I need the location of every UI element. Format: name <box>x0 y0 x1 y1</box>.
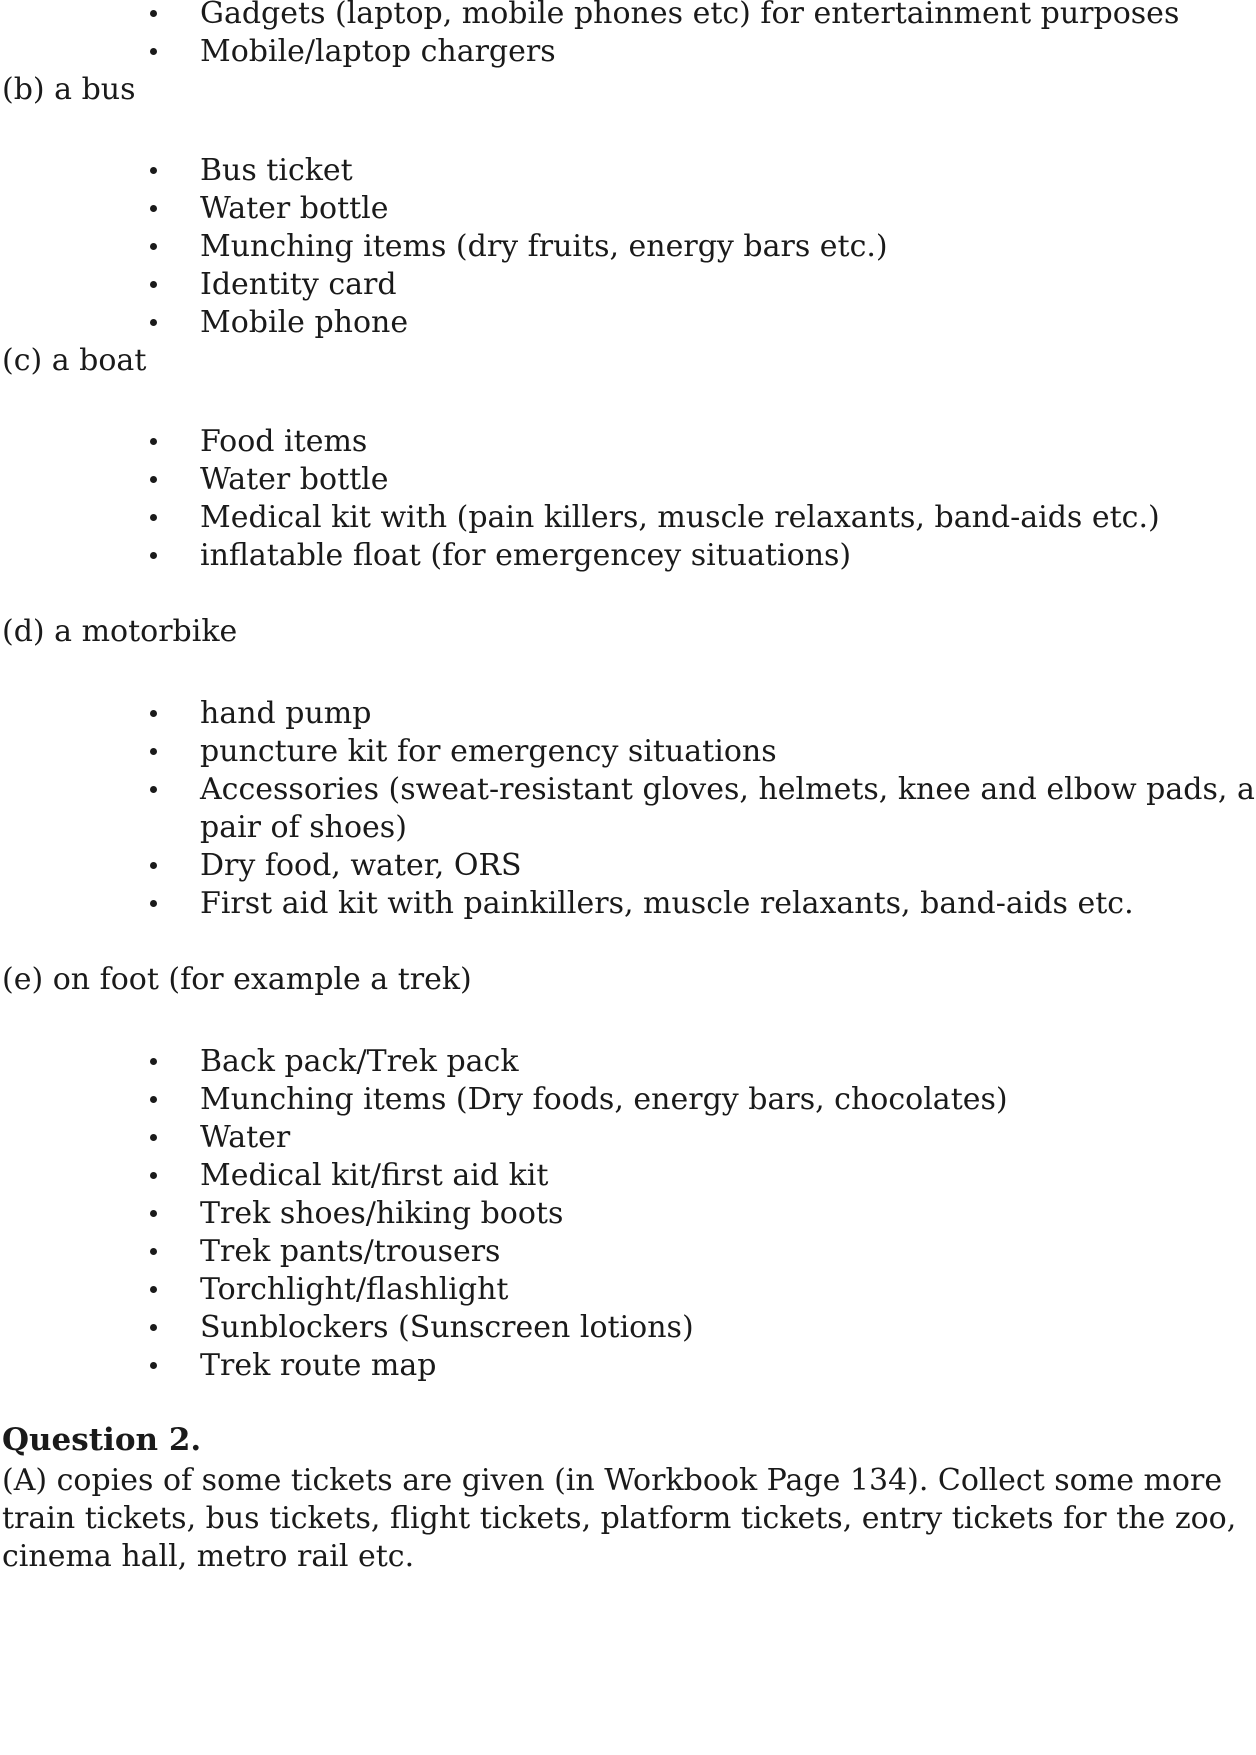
list-item: Dry food, water, ORS <box>200 847 522 885</box>
bullet-icon <box>150 167 157 174</box>
bullet-icon <box>150 1286 157 1293</box>
list-item: hand pump <box>200 695 371 733</box>
list-item-continuation: pair of shoes) <box>200 810 407 845</box>
list-item: Trek pants/trousers <box>200 1233 500 1271</box>
bullet-icon <box>150 748 157 755</box>
list-item: Mobile phone <box>200 304 408 342</box>
list-item: Bus ticket <box>200 152 353 190</box>
list-item: Medical kit with (pain killers, muscle relaxants, band-aids etc.) <box>200 499 1160 537</box>
bullet-icon <box>150 1362 157 1369</box>
bullet-icon <box>150 476 157 483</box>
list-item: puncture kit for emergency situations <box>200 733 777 771</box>
bullet-icon <box>150 10 157 17</box>
bullet-icon <box>150 1058 157 1065</box>
bullet-icon <box>150 1096 157 1103</box>
section-heading-bus: (b) a bus <box>2 72 136 107</box>
bullet-icon <box>150 514 157 521</box>
bullet-icon <box>150 205 157 212</box>
bullet-icon <box>150 1324 157 1331</box>
section-heading-motorbike: (d) a motorbike <box>2 614 238 649</box>
list-item: Medical kit/first aid kit <box>200 1157 548 1195</box>
question-title: Question 2. <box>2 1422 202 1458</box>
list-item: Munching items (dry fruits, energy bars etc.) <box>200 228 888 266</box>
bullet-icon <box>150 786 157 793</box>
list-item: Trek shoes/hiking boots <box>200 1195 563 1233</box>
bullet-icon <box>150 552 157 559</box>
list-item: Food items <box>200 423 367 461</box>
list-item: Water bottle <box>200 190 389 228</box>
bullet-icon <box>150 1248 157 1255</box>
list-item: First aid kit with painkillers, muscle relaxants, band-aids etc. <box>200 885 1134 923</box>
list-item: Gadgets (laptop, mobile phones etc) for entertainment purposes <box>200 0 1179 33</box>
list-item: Identity card <box>200 266 397 304</box>
list-item: Sunblockers (Sunscreen lotions) <box>200 1309 694 1347</box>
list-item: inflatable float (for emergencey situations) <box>200 537 851 575</box>
list-item: Torchlight/flashlight <box>200 1271 508 1309</box>
bullet-icon <box>150 281 157 288</box>
section-heading-on-foot: (e) on foot (for example a trek) <box>2 962 472 997</box>
bullet-icon <box>150 710 157 717</box>
list-item: Accessories (sweat-resistant gloves, helmets, knee and elbow pads, a <box>200 771 1255 809</box>
bullet-icon <box>150 243 157 250</box>
list-item: Water <box>200 1119 290 1157</box>
bullet-icon <box>150 1172 157 1179</box>
list-item: Munching items (Dry foods, energy bars, chocolates) <box>200 1081 1008 1119</box>
bullet-icon <box>150 1134 157 1141</box>
bullet-icon <box>150 1210 157 1217</box>
question-text-line: (A) copies of some tickets are given (in Workbook Page 134). Collect some more <box>2 1463 1223 1498</box>
list-item: Mobile/laptop chargers <box>200 33 556 71</box>
section-heading-boat: (c) a boat <box>2 343 147 378</box>
list-item: Back pack/Trek pack <box>200 1043 519 1081</box>
question-text-line: train tickets, bus tickets, flight tickets, platform tickets, entry tickets for the zoo, <box>2 1501 1237 1536</box>
list-item: Water bottle <box>200 461 389 499</box>
bullet-icon <box>150 862 157 869</box>
bullet-icon <box>150 438 157 445</box>
list-item: Trek route map <box>200 1347 436 1385</box>
bullet-icon <box>150 48 157 55</box>
bullet-icon <box>150 319 157 326</box>
bullet-icon <box>150 900 157 907</box>
question-text-line: cinema hall, metro rail etc. <box>2 1539 415 1574</box>
